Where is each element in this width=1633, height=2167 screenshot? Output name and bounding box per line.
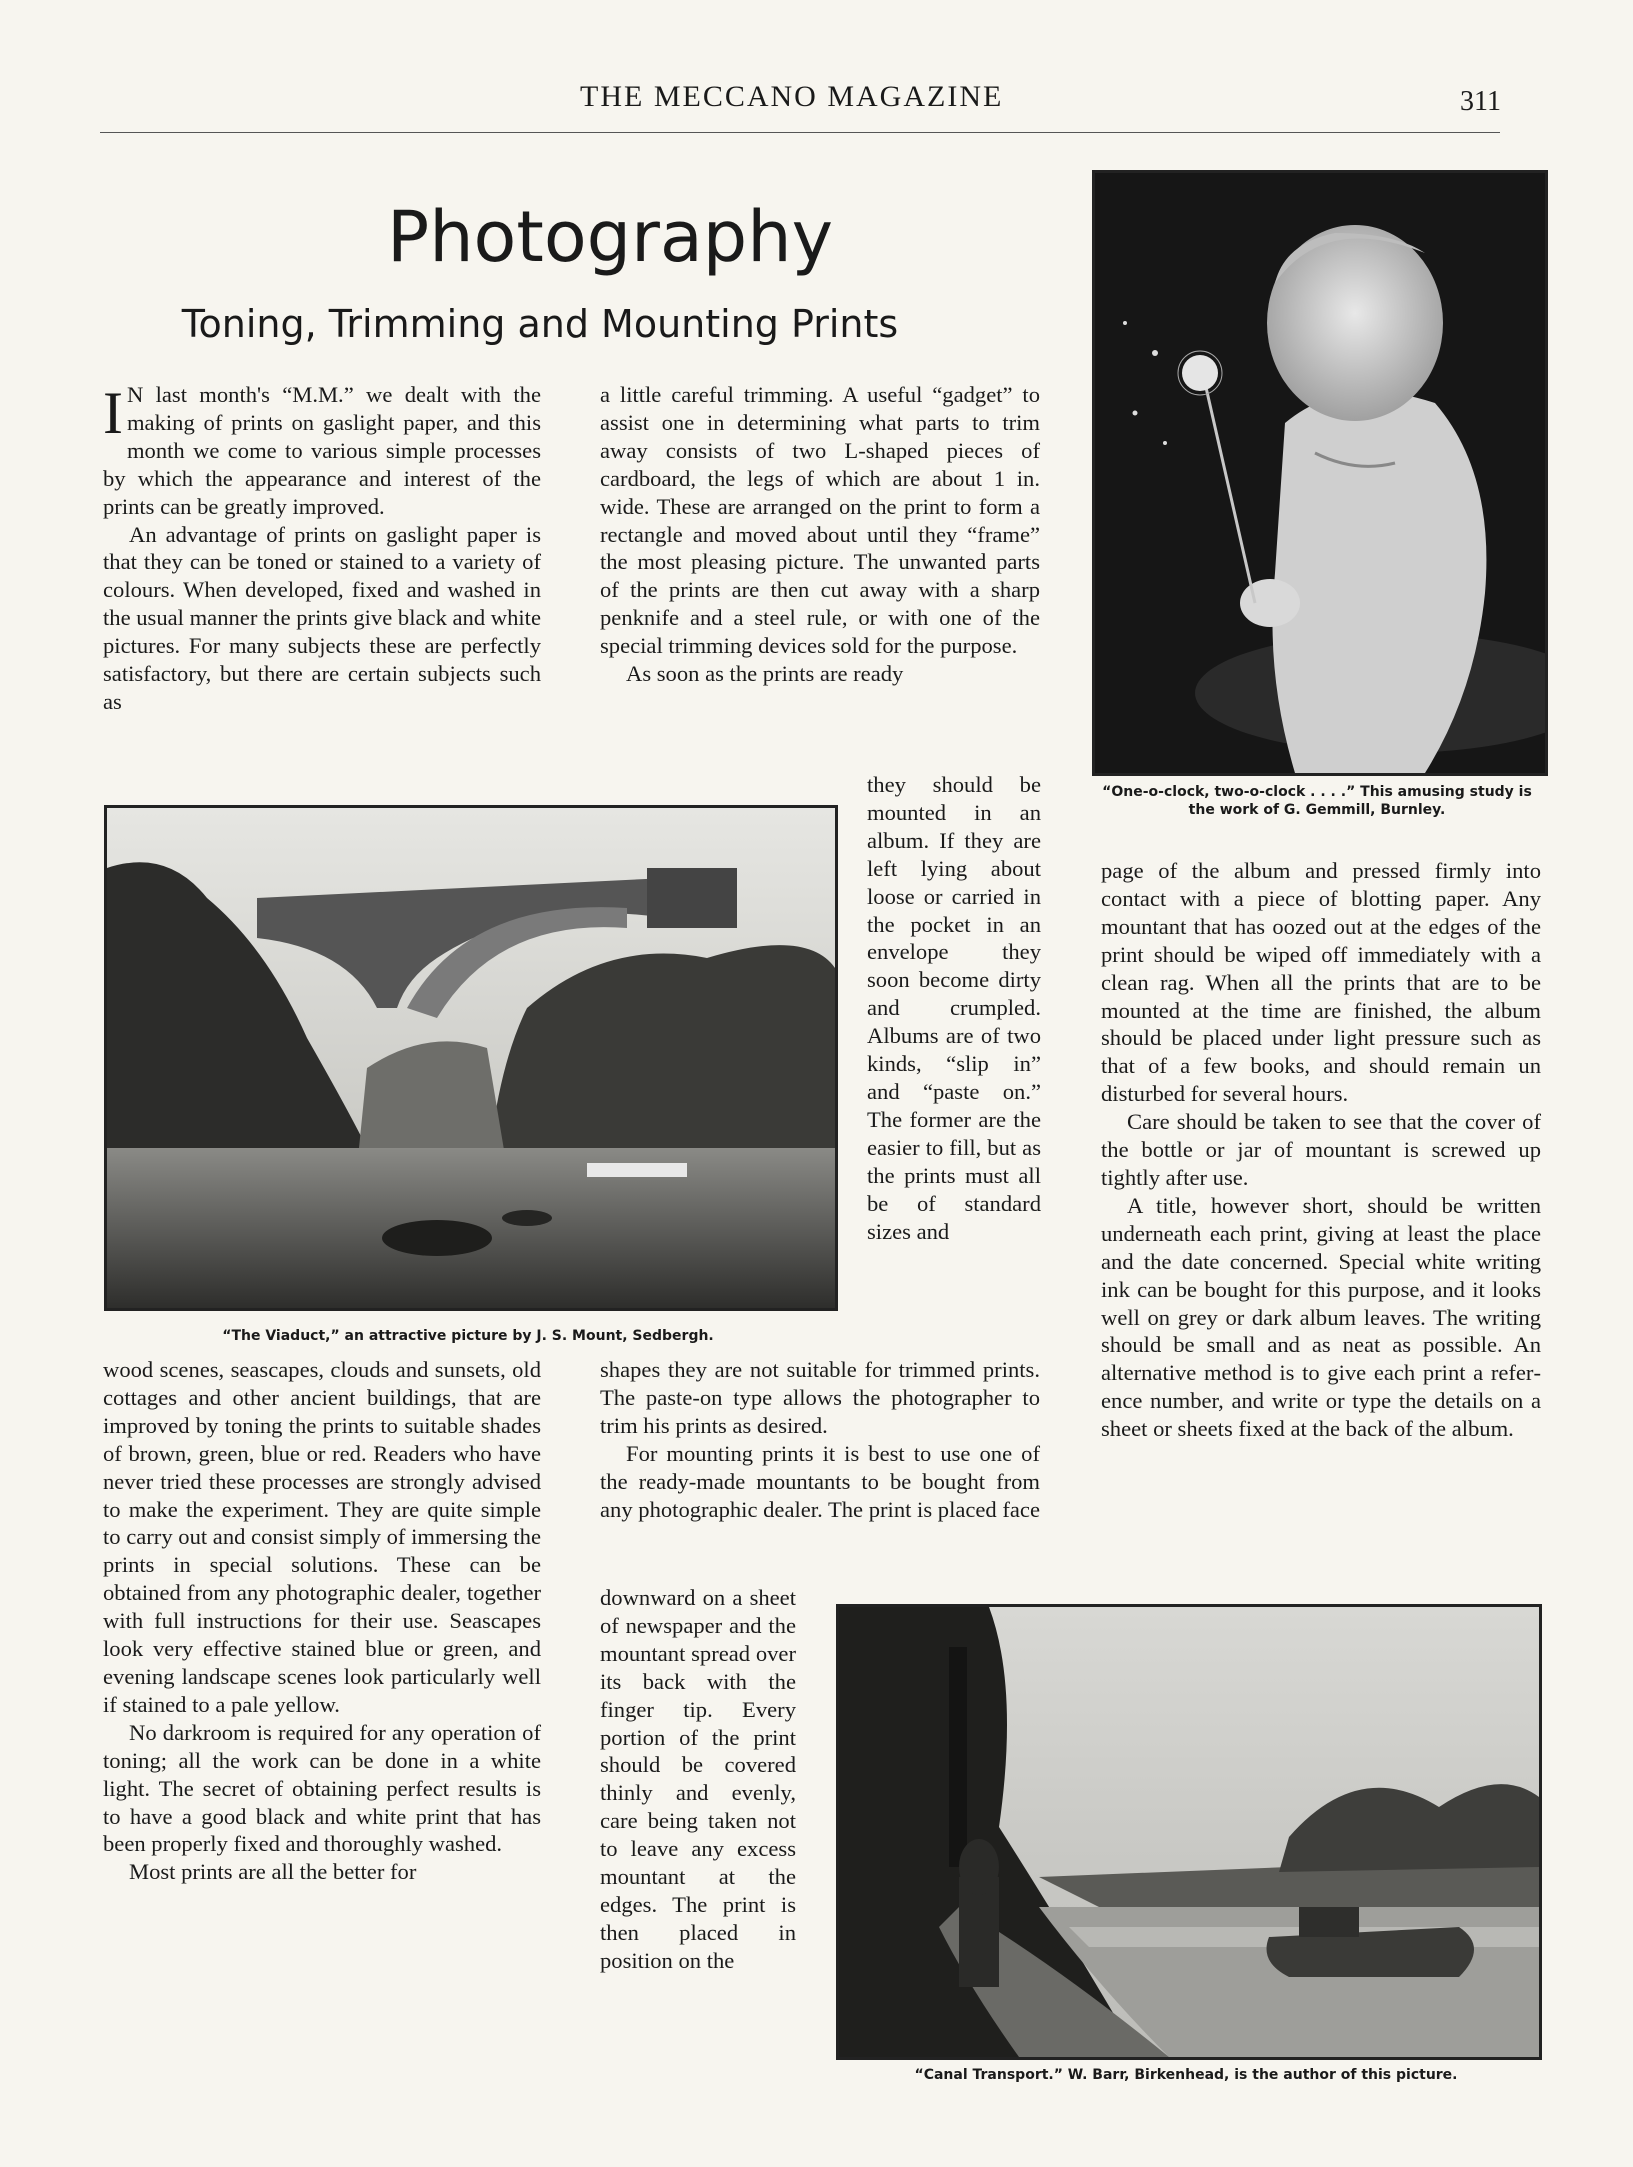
paragraph: Care should be taken to see that the cover of the bottle or jar of mountant is screwed up tightly after use. <box>1101 1109 1541 1190</box>
column-3 <box>1101 857 1541 1443</box>
paragraph-intro <box>103 381 541 521</box>
paragraph: shapes they are not suitable for trimmed prints. The paste-on type allows the photographer to trim his prints as desired. <box>600 1357 1040 1438</box>
paragraph: A title, however short, should be written underneath each print, giving at least the place and the date concerned. Special white writing ink can be bought for this purpose, and it looks well on grey or dark album leaves. The writing should be small and as neat as possible. An alternative method is to give each print a reference number, and write or type the details on a sheet or sheets fixed at the back of the album. <box>1101 1192 1541 1442</box>
viaduct-photo-image <box>107 808 835 1308</box>
child-photo-caption: “One-o-clock, two-o-clock . . . .” This amusing study is the work of G. Gemmill, Burnley. <box>1102 784 1532 818</box>
paragraph: No darkroom is required for any operation of toning; all the work can be done in a white light. The secret of obtaining perfect results is to have a good black and white print that has been properly fixed and thoroughly washed. <box>103 1719 541 1857</box>
canal-photo <box>836 1604 1542 2060</box>
article-title: Photography <box>386 196 833 278</box>
page-number: 311 <box>1460 86 1501 117</box>
column-1-top <box>103 381 541 716</box>
child-photo <box>1092 170 1548 776</box>
paragraph-intro-text: N last month's “M.M.” we dealt with the making of prints on gaslight paper, and this month we come to various simple processes by which the appearance and interest of the prints can be greatly improved. <box>103 382 541 519</box>
drop-cap: I <box>103 380 123 446</box>
child-photo-image <box>1095 173 1545 773</box>
column-2-bottom <box>600 1584 796 1975</box>
paragraph: An advantage of prints on gaslight paper is that they can be toned or stained to a variety of colours. When developed, fixed and washed in the usual manner the prints give black and white pictures. For many subjects these are perfectly satisfactory, but there are certain subjects such as <box>103 521 541 714</box>
paragraph: wood scenes, seascapes, clouds and sunsets, old cottages and other ancient buildings, that are improved by toning the prints to suitable shades of brown, green, blue or red. Readers who have never tried these processes are strongly advised to make the experiment. They are quite simple to carry out and consist simply of immersing the prints in special solutions. These can be obtained from any photographic dealer, together with full instructions for their use. Seascapes look very effective stained blue or green, and evening landscape scenes look particularly well if stained to a pale yellow. <box>103 1357 541 1717</box>
paragraph: downward on a sheet of newspaper and the mountant spread over its back with the finger tip. Every portion of the print should be covered thinly and evenly, care being taken not to leave any excess mountant at the edges. The print is then placed in position on the <box>600 1585 796 1973</box>
viaduct-photo <box>104 805 838 1311</box>
viaduct-photo-caption: “The Viaduct,” an attractive picture by J. S. Mount, Sedbergh. <box>222 1328 714 1344</box>
paragraph: For mounting prints it is best to use one of the ready-made mountants to be bought from any photographic dealer. The print is placed face <box>600 1440 1040 1522</box>
column-2-middle <box>600 1356 1040 1523</box>
paragraph: Most prints are all the better for <box>129 1859 417 1885</box>
paragraph: a little careful trimming. A useful “gadget” to assist one in determining what parts to trim away consists of two L-shaped pieces of cardboard, the legs of which are about 1 in. wide. These are arranged on the print to form a rectangle and moved about until they “frame” the most pleasing picture. The unwanted parts of the prints are then cut away with a sharp penknife and a steel rule, or with one of the special trimming devices sold for the purpose. <box>600 382 1040 659</box>
canal-photo-caption: “Canal Transport.” W. Barr, Birkenhead, is the author of this picture. <box>914 2067 1458 2083</box>
paragraph: page of the album and pressed firmly into contact with a piece of blotting paper. Any mountant that has oozed out at the edges of the print should be wiped off immediately with a clean rag. When all the prints that are to be mounted at the time are finished, the album should be placed under light pressure such as that of a few books, and should remain un disturbed for several hours. <box>1101 858 1541 1107</box>
paragraph: As soon as the prints are ready <box>626 661 904 687</box>
column-1-bottom <box>103 1356 541 1886</box>
header-rule <box>100 132 1500 133</box>
article-subtitle: Toning, Trimming and Mounting Prints <box>181 302 899 346</box>
paragraph: they should be mounted in an album. If they are left lying about loose or carried in the pocket in an envelope they soon become dirty and crumpled. Albums are of two kinds, “slip in” and “paste on.” The former are the easier to fill, but as the prints must all be of standard sizes and <box>867 772 1041 1244</box>
running-header: THE MECCANO MAGAZINE <box>580 80 1004 113</box>
column-2-narrow <box>867 771 1041 1245</box>
canal-photo-image <box>839 1607 1539 2057</box>
column-2-top <box>600 381 1040 688</box>
